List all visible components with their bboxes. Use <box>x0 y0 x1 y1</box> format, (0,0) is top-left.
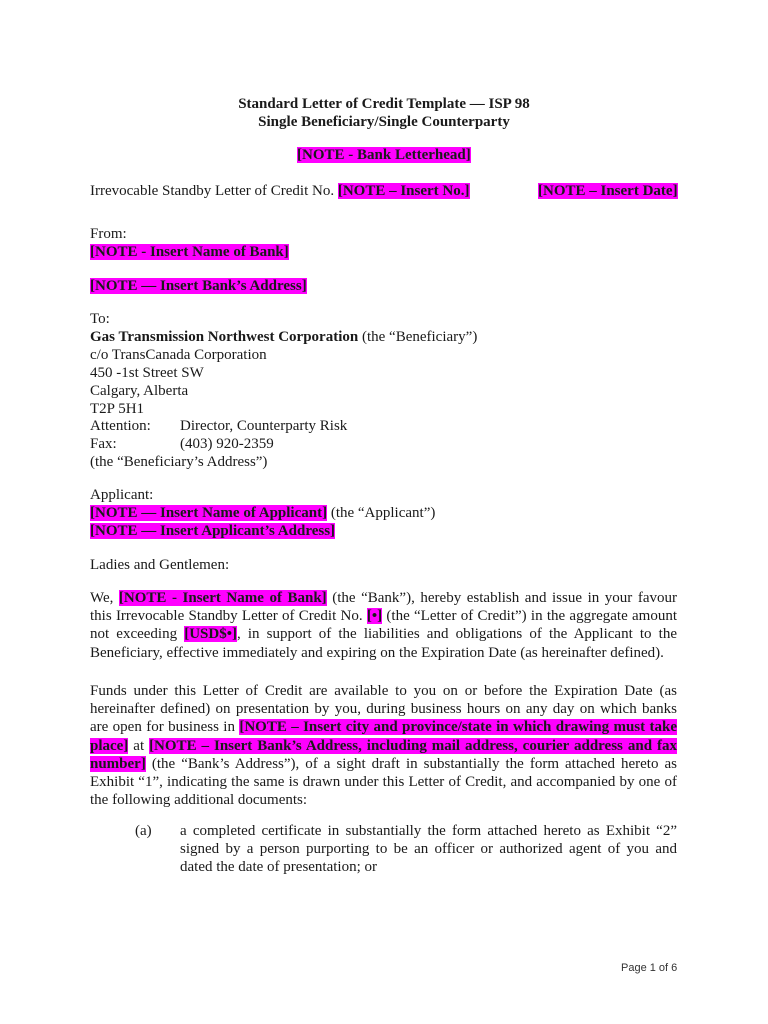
beneficiary-address-line-2: 450 -1st Street SW <box>90 365 204 381</box>
paragraph-line: Exhibit “1”, indicating the same is drawn under this Letter of Credit, and accompanied by one of <box>90 774 677 791</box>
paragraph-line: number] (the “Bank’s Address”), of a sight draft in substantially the form attached hereto as <box>90 755 677 772</box>
lc-date-note: [NOTE – Insert Date] <box>538 183 678 199</box>
beneficiary-address-line-3: Calgary, Alberta <box>90 383 189 399</box>
list-item-line: a completed certificate in substantially the form attached hereto as Exhibit “2” <box>180 823 677 839</box>
page-number: Page 1 of 6 <box>621 962 678 974</box>
paragraph-line: this Irrevocable Standby Letter of Credit No. [•] (the “Letter of Credit”) in the aggregate amount <box>90 608 677 625</box>
paragraph-line: place] at [NOTE – Insert Bank’s Address, including mail address, courier address and fax <box>90 737 677 754</box>
paragraph-line: not exceeding [USD$•], in support of the liabilities and obligations of the Applicant to the <box>90 626 677 643</box>
paragraph-line: Beneficiary, effective immediately and expiring on the Expiration Date (as hereinafter defined). <box>90 644 664 661</box>
paragraph-establishment <box>90 589 677 662</box>
fax-value: (403) 920-2359 <box>180 436 274 452</box>
attention-label: Attention: <box>90 418 151 434</box>
list-item-a <box>180 822 677 877</box>
applicant-name-line: [NOTE — Insert Name of Applicant] (the “Applicant”) <box>90 505 436 521</box>
attention-value: Director, Counterparty Risk <box>180 418 348 434</box>
beneficiary-line: Gas Transmission Northwest Corporation (the “Beneficiary”) <box>90 329 478 345</box>
list-item-line: signed by a person purporting to be an officer or authorized agent of you and <box>180 841 677 858</box>
document-title: Standard Letter of Credit Template — ISP 98 <box>238 96 530 112</box>
document-subtitle: Single Beneficiary/Single Counterparty <box>258 114 510 130</box>
applicant-label: Applicant: <box>90 487 154 503</box>
to-label: To: <box>90 311 110 327</box>
paragraph-line: hereinafter defined) on presentation by you, during business hours on any day on which banks <box>90 701 677 718</box>
lc-prefix: Irrevocable Standby Letter of Credit No. <box>90 183 335 199</box>
paragraph-funds-availability <box>90 682 677 809</box>
applicant-address-note: [NOTE — Insert Applicant’s Address] <box>90 523 336 539</box>
lc-number-note: [NOTE – Insert No.] <box>337 183 470 199</box>
salutation: Ladies and Gentlemen: <box>90 557 230 573</box>
lc-number-line <box>90 182 470 200</box>
fax-label: Fax: <box>90 436 117 452</box>
beneficiary-address-line-1: c/o TransCanada Corporation <box>90 347 267 363</box>
paragraph-line: We, [NOTE - Insert Name of Bank] (the “Bank”), hereby establish and issue in your favour <box>90 590 677 606</box>
beneficiary-name: Gas Transmission Northwest Corporation <box>90 329 359 345</box>
letterhead-note: [NOTE - Bank Letterhead] <box>297 147 471 163</box>
paragraph-line: the following additional documents: <box>90 792 308 809</box>
list-marker-a: (a) <box>135 823 152 839</box>
beneficiary-address-line-4: T2P 5H1 <box>90 401 145 417</box>
applicant-name-note: [NOTE — Insert Name of Applicant] <box>90 505 328 521</box>
bank-name-note: [NOTE - Insert Name of Bank] <box>90 244 289 260</box>
bank-address-note: [NOTE — Insert Bank’s Address] <box>90 278 307 294</box>
from-label: From: <box>90 226 127 242</box>
list-item-line: dated the date of presentation; or <box>180 859 378 876</box>
paragraph-line: are open for business in [NOTE – Insert city and province/state in which drawing must take <box>90 719 677 736</box>
beneficiary-address-defined: (the “Beneficiary’s Address”) <box>90 454 268 470</box>
paragraph-line: Funds under this Letter of Credit are available to you on or before the Expiration Date (as <box>90 683 677 699</box>
